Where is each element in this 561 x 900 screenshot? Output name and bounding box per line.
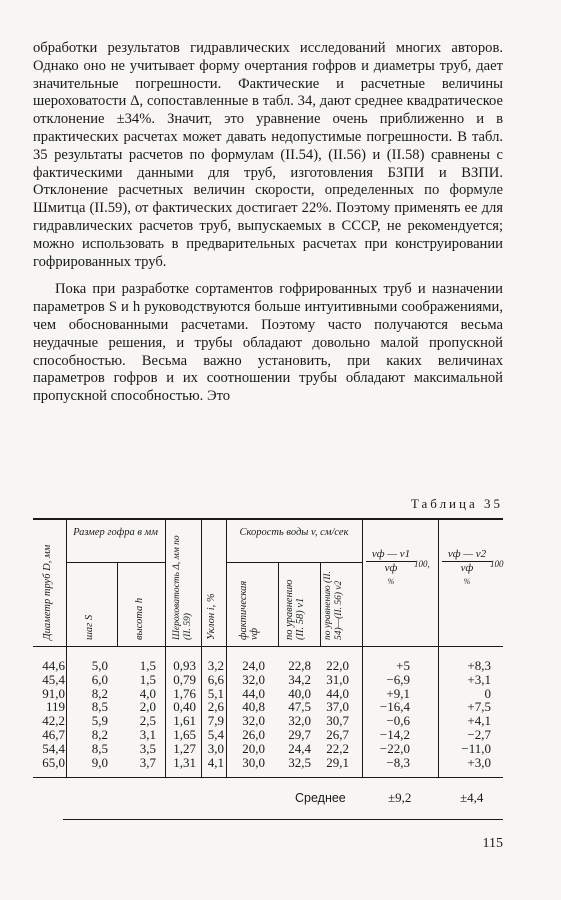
- cell-d1: −6,9: [386, 671, 410, 687]
- cell-v1: 29,7: [288, 726, 311, 742]
- cell-vf: 20,0: [242, 740, 265, 756]
- table-row: [33, 673, 503, 687]
- cell-delta: 0,40: [173, 699, 196, 715]
- cell-d1: +5: [396, 658, 410, 673]
- cell-vf: 32,0: [242, 671, 265, 687]
- group-subrule: [66, 562, 165, 563]
- table-caption: Таблица 35: [410, 496, 503, 511]
- cell-d1: −14,2: [379, 726, 410, 742]
- cell-v1: 47,5: [288, 699, 311, 715]
- col-sep: [278, 562, 279, 646]
- cell-S: 8,5: [91, 699, 108, 715]
- cell-h: 2,0: [139, 699, 156, 715]
- cell-delta: 1,31: [173, 754, 196, 770]
- table-header-rule: [33, 646, 503, 647]
- header-corrugation-group: Размер гофра в мм: [73, 527, 158, 538]
- header-v1: по уравнению (II. 58) v1: [284, 579, 306, 640]
- cell-h: 1,5: [139, 671, 156, 687]
- table-row: [33, 756, 503, 770]
- table-row: [33, 687, 503, 701]
- cell-v1: 32,5: [288, 754, 311, 770]
- cell-vf: 32,0: [242, 713, 265, 729]
- cell-d2: 0: [484, 685, 491, 701]
- cell-v2: 30,7: [326, 713, 349, 729]
- cell-v1: 24,4: [288, 740, 311, 756]
- header-roughness: Шероховатость Δ, мм по (II. 59): [172, 535, 193, 640]
- header-pitch: шаг S: [84, 614, 95, 640]
- cell-delta: 0,93: [173, 658, 196, 673]
- cell-delta: 1,61: [173, 713, 196, 729]
- cell-d2: +4,1: [467, 713, 491, 729]
- cell-v1: 34,2: [288, 671, 311, 687]
- header-v-actual: фактическая vф: [238, 580, 260, 640]
- paragraph-2: Пока при разработке сортаментов гофрированных труб и назначении параметров S и h руководствуются больше интуитивными соображениями, чем обоснованными расчетами. Поэтому часто получаются весьма неудачные решения, и трубы обладают довольно малой пропускной способностью. Весьма важно установить, при каких величинах параметров гофров и их соотношении трубы обладают максимальной пропускной способностью. Это: [33, 281, 503, 405]
- cell-v2: 31,0: [326, 671, 349, 687]
- cell-D: 54,4: [42, 740, 65, 756]
- cell-S: 8,5: [91, 740, 108, 756]
- cell-v1: 22,8: [288, 658, 311, 673]
- dev2-multiplier: 100: [490, 559, 504, 569]
- header-deviation-2: [442, 548, 492, 588]
- cell-S: 8,2: [91, 726, 108, 742]
- cell-d2: +3,1: [467, 671, 491, 687]
- cell-h: 1,5: [139, 658, 156, 673]
- cell-i: 3,0: [207, 740, 224, 756]
- summary-label: Среднее: [295, 791, 346, 805]
- cell-vf: 30,0: [242, 754, 265, 770]
- header-slope: Уклон i, %: [206, 593, 217, 640]
- cell-v2: 37,0: [326, 699, 349, 715]
- dev1-denominator: vф: [384, 562, 398, 574]
- table-body: [33, 659, 503, 769]
- cell-delta: 1,76: [173, 685, 196, 701]
- cell-d1: −0,6: [386, 713, 410, 729]
- cell-i: 5,4: [207, 726, 224, 742]
- cell-S: 5,0: [91, 658, 108, 673]
- cell-i: 3,2: [207, 658, 224, 673]
- dev1-multiplier: 100,: [414, 559, 430, 569]
- cell-d1: −16,4: [379, 699, 410, 715]
- cell-i: 4,1: [207, 754, 224, 770]
- cell-S: 6,0: [91, 671, 108, 687]
- cell-v2: 26,7: [326, 726, 349, 742]
- cell-delta: 0,79: [173, 671, 196, 687]
- cell-v2: 29,1: [326, 754, 349, 770]
- cell-d2: −11,0: [461, 740, 491, 756]
- cell-d2: +7,5: [467, 699, 491, 715]
- col-sep: [320, 562, 321, 646]
- header-height: высота h: [134, 597, 145, 640]
- cell-S: 8,2: [91, 685, 108, 701]
- cell-d1: +9,1: [386, 685, 410, 701]
- cell-h: 3,1: [139, 726, 156, 742]
- cell-S: 9,0: [91, 754, 108, 770]
- cell-d2: +8,3: [467, 658, 491, 673]
- cell-vf: 24,0: [242, 658, 265, 673]
- header-velocity-group: Скорость воды v, см/сек: [239, 527, 349, 538]
- cell-i: 7,9: [207, 713, 224, 729]
- dev1-unit: %: [387, 577, 395, 586]
- header-diameter: Диаметр труб D, мм: [42, 544, 53, 640]
- table-row: [33, 700, 503, 714]
- cell-v2: 44,0: [326, 685, 349, 701]
- cell-v2: 22,2: [326, 740, 349, 756]
- cell-vf: 40,8: [242, 699, 265, 715]
- cell-h: 4,0: [139, 685, 156, 701]
- header-deviation-1: [366, 548, 416, 588]
- cell-D: 119: [45, 699, 65, 715]
- cell-D: 91,0: [42, 685, 65, 701]
- cell-h: 2,5: [139, 713, 156, 729]
- col-sep: [117, 562, 118, 646]
- cell-D: 46,7: [42, 726, 65, 742]
- summary-rule: [63, 819, 503, 820]
- table-top-rule: [33, 518, 503, 520]
- cell-D: 45,4: [42, 671, 65, 687]
- table-row: [33, 728, 503, 742]
- cell-h: 3,5: [139, 740, 156, 756]
- cell-D: 65,0: [42, 754, 65, 770]
- cell-D: 44,6: [42, 658, 65, 673]
- cell-i: 5,1: [207, 685, 224, 701]
- paragraph-1: обработки результатов гидравлических исследований многих авторов. Однако оно не учитывает форму очертания гофров и диаметры труб, дает значительные погрешности. Фактические и расчетные величины шероховатости Δ, сопоставленные в табл. 34, дают среднее квадратическое отклонение ±34%. Значит, это уравнение очень приближенно и в практических расчетах может давать недопустимые погрешности. В табл. 35 результаты расчетов по формулам (II.54), (II.56) и (II.58) сравнены с фактическими данными для труб, изготовления БЗПИ и ВЗПИ. Отклонение расчетных величин скорости, определенных по формуле Шмитца (II.59), от фактических достигает 22%. Поэтому применять ее для гидравлических расчетов труб, выпускаемых в СССР, не рекомендуется; можно использовать в предварительных расчетах при конструировании гофрированных труб.: [33, 40, 503, 270]
- cell-D: 42,2: [42, 713, 65, 729]
- dev1-numerator: vф — v1: [366, 548, 416, 562]
- cell-v2: 22,0: [326, 658, 349, 673]
- cell-d2: +3,0: [467, 754, 491, 770]
- header-v2: по уравнению (II. 54)—(II. 56) v2: [323, 571, 344, 640]
- body-text: [33, 40, 503, 406]
- cell-d2: −2,7: [467, 726, 491, 742]
- cell-vf: 26,0: [242, 726, 265, 742]
- cell-vf: 44,0: [242, 685, 265, 701]
- summary-dev1: ±9,2: [388, 790, 412, 805]
- table-row: [33, 742, 503, 756]
- cell-delta: 1,27: [173, 740, 196, 756]
- cell-h: 3,7: [139, 754, 156, 770]
- summary-dev2: ±4,4: [460, 790, 484, 805]
- cell-d1: −22,0: [379, 740, 410, 756]
- cell-i: 6,6: [207, 671, 224, 687]
- cell-delta: 1,65: [173, 726, 196, 742]
- cell-v1: 40,0: [288, 685, 311, 701]
- dev2-denominator: vф: [460, 562, 474, 574]
- dev2-unit: %: [463, 577, 471, 586]
- cell-d1: −8,3: [386, 754, 410, 770]
- cell-i: 2,6: [207, 699, 224, 715]
- page-number: 115: [482, 836, 503, 851]
- table-bottom-rule: [33, 777, 503, 778]
- dev2-numerator: vф — v2: [442, 548, 492, 562]
- cell-v1: 32,0: [288, 713, 311, 729]
- table-row: [33, 659, 503, 673]
- table-row: [33, 714, 503, 728]
- cell-S: 5,9: [91, 713, 108, 729]
